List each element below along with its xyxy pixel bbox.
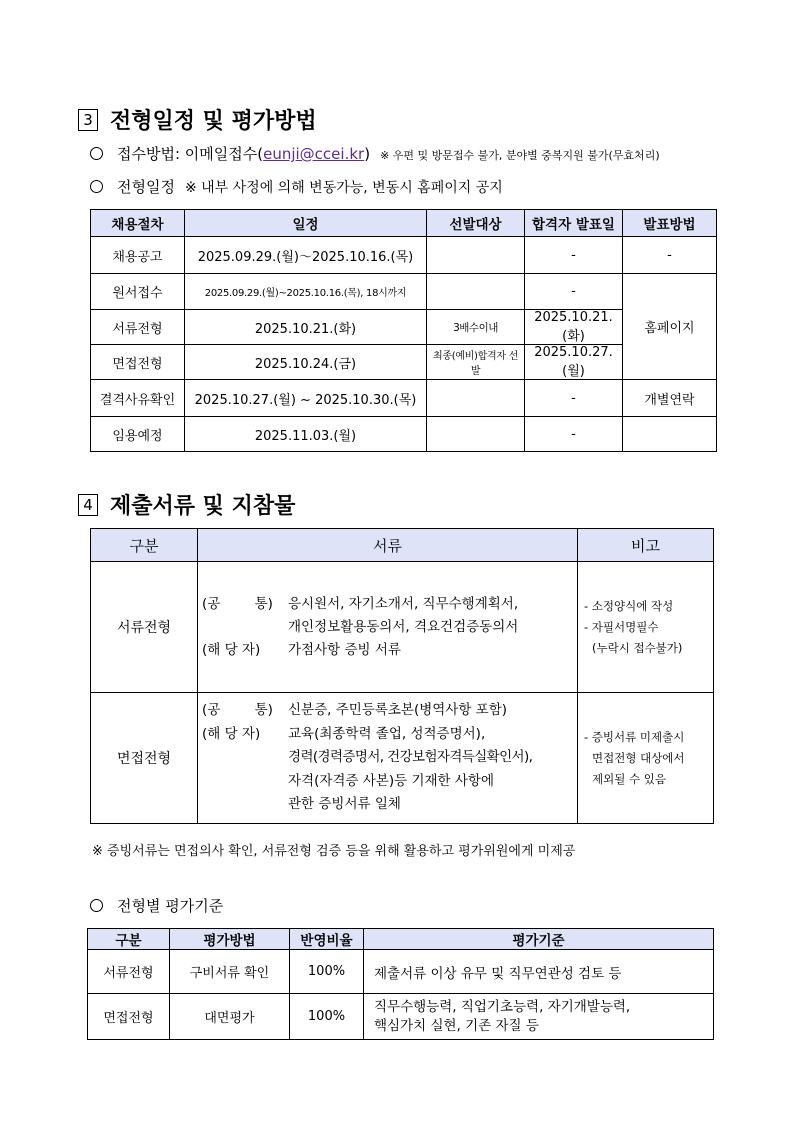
remark-cell (578, 562, 714, 693)
documents-table (90, 528, 714, 824)
header-cell: 선발대상 (427, 210, 525, 237)
table-row (88, 994, 714, 1040)
method-cell-merged: 홈페이지 (623, 274, 717, 380)
section4-number: 4 (78, 494, 98, 516)
category-cell: 면접전형 (91, 693, 198, 824)
applicable-label: (해 당 자) (202, 725, 261, 742)
date-cell: 2025.11.03.(월) (185, 417, 427, 452)
step-cell: 원서접수 (91, 274, 185, 310)
remark-line: - 증빙서류 미제출시 (584, 729, 685, 744)
spacer (202, 770, 288, 794)
section3-title-text: 전형일정 및 평가방법 (110, 109, 317, 134)
target-cell: 최종(예비)합격자 선발 (427, 345, 525, 380)
step-cell: 채용공고 (91, 237, 185, 274)
category-cell: 서류전형 (91, 562, 198, 693)
announce-cell: - (525, 274, 623, 310)
header-cell: 합격자 발표일 (525, 210, 623, 237)
common-docs-line2: 개인정보활용동의서, 격요건검증동의서 (288, 618, 519, 635)
ratio-cell: 100% (290, 994, 364, 1040)
circle-bullet-icon (90, 180, 103, 193)
target-cell (427, 237, 525, 274)
table-header-row (88, 929, 714, 950)
date-cell: 2025.09.29.(월)～2025.10.16.(목) (185, 237, 427, 274)
header-cell: 반영비율 (290, 929, 364, 950)
common-docs: 신분증, 주민등록초본(병역사항 포함) (288, 702, 508, 719)
criteria-table (87, 928, 714, 1040)
method-cell (623, 417, 717, 452)
type-cell: 면접전형 (88, 994, 170, 1040)
email-link[interactable]: eunji@ccei.kr (263, 145, 365, 163)
date-cell: 2025.10.21.(화) (185, 310, 427, 345)
reception-close: ) (364, 145, 371, 163)
announce-cell: 2025.10.21.(화) (525, 310, 623, 345)
table-header-row (91, 529, 714, 562)
applicable-docs-line1: 교육(최종학력 졸업, 성적증명서), (288, 725, 486, 742)
reception-line (90, 143, 660, 164)
remark-cell (578, 693, 714, 824)
circle-bullet-icon (90, 899, 103, 912)
header-cell: 평가기준 (364, 929, 714, 950)
remark-line: 제외될 수 있음 (592, 771, 666, 786)
header-cell: 채용절차 (91, 210, 185, 237)
applicable-docs-line2: 경력(경력증명서, 건강보험자격득실확인서), (288, 749, 533, 766)
method-cell: 대면평가 (170, 994, 290, 1040)
header-cell: 서류 (198, 529, 578, 562)
section4-title-text: 제출서류 및 지참물 (110, 494, 296, 519)
reception-method: 이메일접수( (184, 145, 264, 163)
table-row (91, 237, 717, 274)
target-cell (427, 380, 525, 417)
target-cell: 3배수이내 (427, 310, 525, 345)
table-row (91, 693, 714, 824)
spacer (202, 616, 288, 639)
documents-cell (198, 693, 578, 824)
section3-title (78, 104, 317, 135)
step-cell: 면접전형 (91, 345, 185, 380)
date-cell: 2025.10.27.(월) ~ 2025.10.30.(목) (185, 380, 427, 417)
target-cell (427, 417, 525, 452)
reception-note: ※ 우편 및 방문접수 불가, 분야별 중복지원 불가(무효처리) (380, 149, 660, 162)
spacer (202, 793, 288, 817)
header-cell: 구분 (88, 929, 170, 950)
announce-cell: 2025.10.27.(월) (525, 345, 623, 380)
reception-label: 접수방법: (117, 145, 181, 163)
method-cell: 구비서류 확인 (170, 950, 290, 994)
criteria-line: 핵심가치 실현, 기존 자질 등 (374, 1017, 539, 1034)
announce-cell: - (525, 380, 623, 417)
date-cell: 2025.10.24.(금) (185, 345, 427, 380)
documents-footnote: ※ 증빙서류는 면접의사 확인, 서류전형 검증 등을 위해 활용하고 평가위원에게 미제공 (92, 844, 576, 859)
step-cell: 임용예정 (91, 417, 185, 452)
schedule-label: 전형일정 (117, 178, 175, 196)
schedule-table (90, 209, 717, 452)
applicable-docs-line4: 관한 증빙서류 일체 (288, 796, 401, 813)
section4-title (78, 489, 295, 520)
criteria-cell (364, 994, 714, 1040)
table-row (91, 380, 717, 417)
table-row (91, 562, 714, 693)
common-label: (공 통) (202, 595, 273, 612)
step-cell: 결격사유확인 (91, 380, 185, 417)
applicable-docs: 가점사항 증빙 서류 (288, 641, 401, 658)
header-cell: 비고 (578, 529, 714, 562)
table-row (91, 417, 717, 452)
table-header-row (91, 210, 717, 237)
target-cell (427, 274, 525, 310)
common-docs-line1: 응시원서, 자기소개서, 직무수행계획서, (288, 595, 519, 612)
common-label: (공 통) (202, 702, 273, 719)
header-cell: 일정 (185, 210, 427, 237)
applicable-label: (해 당 자) (202, 641, 261, 658)
criteria-cell: 제출서류 이상 유무 및 직무연관성 검토 등 (364, 950, 714, 994)
header-cell: 평가방법 (170, 929, 290, 950)
schedule-note: ※ 내부 사정에 의해 변동가능, 변동시 홈페이지 공지 (184, 180, 503, 196)
announce-cell: - (525, 237, 623, 274)
header-cell: 발표방법 (623, 210, 717, 237)
documents-cell (198, 562, 578, 693)
schedule-line (90, 176, 503, 197)
table-row (91, 274, 717, 310)
criteria-line (90, 895, 223, 916)
applicable-docs-line3: 자격(자격증 사본)등 기재한 사항에 (288, 772, 494, 789)
section3-number: 3 (78, 109, 98, 131)
method-cell: - (623, 237, 717, 274)
date-cell: 2025.09.29.(월)~2025.10.16.(목), 18시까지 (185, 274, 427, 310)
remark-line: - 자필서명필수 (584, 619, 659, 634)
method-cell: 개별연락 (623, 380, 717, 417)
ratio-cell: 100% (290, 950, 364, 994)
remark-line: (누락시 접수불가) (592, 640, 683, 655)
circle-bullet-icon (90, 147, 103, 160)
criteria-line: 직무수행능력, 직업기초능력, 자기개발능력, (374, 998, 631, 1015)
announce-cell: - (525, 417, 623, 452)
table-row (88, 950, 714, 994)
remark-line: 면접전형 대상에서 (592, 750, 685, 765)
criteria-title: 전형별 평가기준 (117, 897, 224, 915)
type-cell: 서류전형 (88, 950, 170, 994)
spacer (202, 746, 288, 770)
step-cell: 서류전형 (91, 310, 185, 345)
remark-line: - 소정양식에 작성 (584, 598, 674, 613)
header-cell: 구분 (91, 529, 198, 562)
